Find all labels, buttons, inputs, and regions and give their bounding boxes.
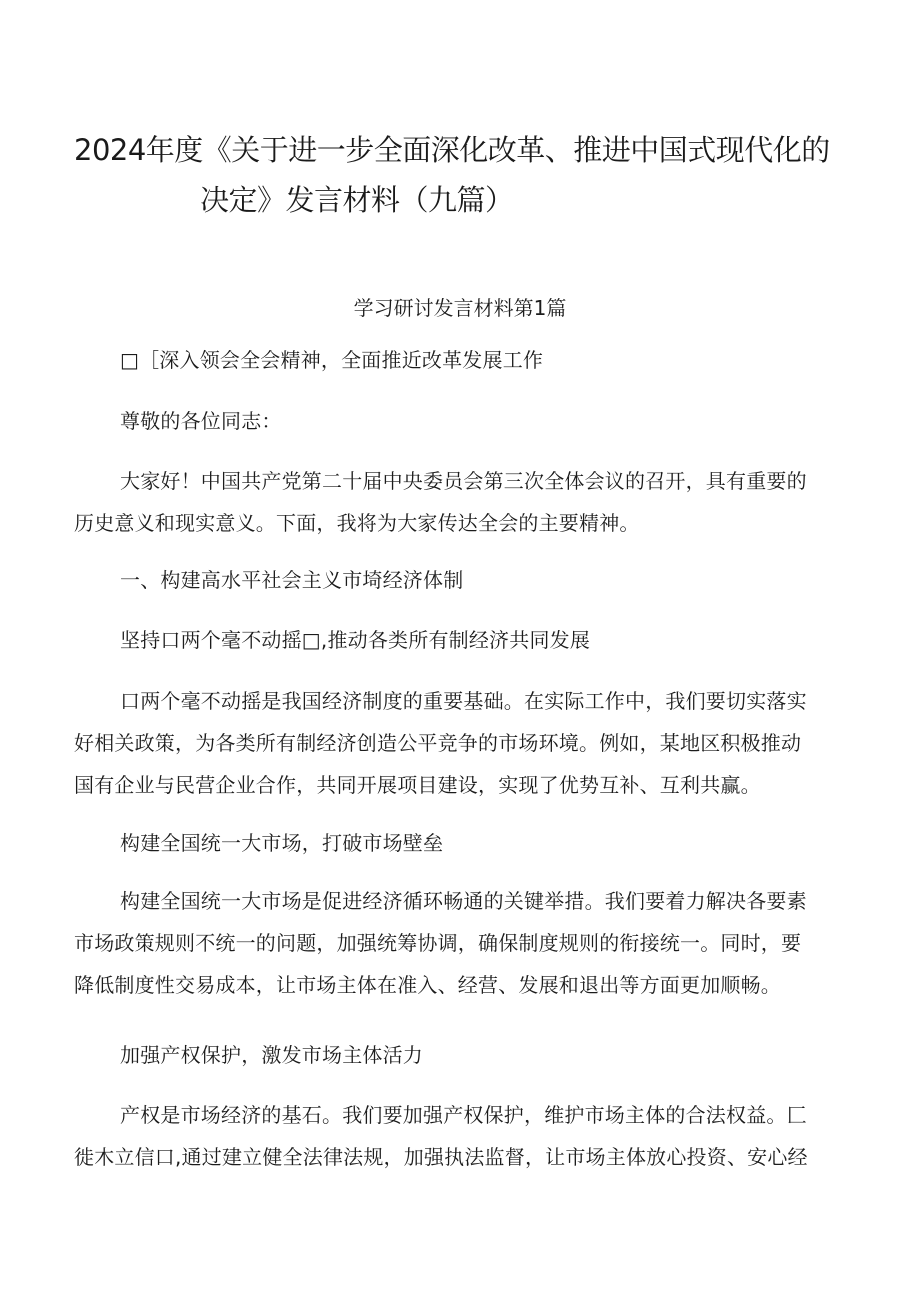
paragraph-1-line-2: 历史意义和现实意义。下面，我将为大家传达全会的主要精神。 (74, 511, 640, 535)
subheading-1: 坚持口两个毫不动摇□,推动各类所有制经济共同发展 (120, 628, 591, 652)
document-title-line-1: 2024年度《关于进一步全面深化改革、推进中国式现代化的 (74, 133, 830, 167)
paragraph-2-line-1: 口两个毫不动摇是我国经济制度的重要基础。在实际工作中，我们要切实落实 (120, 689, 807, 713)
paragraph-1-line-1: 大家好！中国共产党第二十届中央委员会第三次全体会议的召开，具有重要的 (120, 469, 807, 493)
paragraph-3-line-3: 降低制度性交易成本，让市场主体在准入、经营、发展和退出等方面更加顺畅。 (74, 973, 781, 997)
salutation: 尊敬的各位同志： (120, 409, 282, 433)
paragraph-2-line-3: 国有企业与民营企业合作，共同开展项目建设，实现了优势互补、互利共赢。 (74, 773, 761, 797)
speech-heading: □［深入领会全会精神，全面推近改革发展工作 (120, 348, 544, 372)
section-1-heading: 一、构建高水平社会主义市埼经济体制 (120, 568, 464, 592)
subheading-3: 加强产权保护，激发市场主体活力 (120, 1043, 423, 1067)
paragraph-4-line-2: 徙木立信口,通过建立健全法律法规，加强执法监督，让市场主体放心投资、安心经 (74, 1145, 808, 1169)
subheading-2: 构建全国统一大市场，打破市场壁垒 (120, 831, 444, 855)
paragraph-3-line-1: 构建全国统一大市场是促进经济循环畅通的关键举措。我们要着力解决各要素 (120, 889, 807, 913)
paragraph-2-line-2: 好相关政策，为各类所有制经济创造公平竞争的市场环境。例如，某地区积极推动 (74, 731, 802, 755)
section-title: 学习研讨发言材料第1篇 (353, 296, 567, 320)
document-title-line-2: 决定》发言材料（九篇） (200, 183, 514, 217)
paragraph-3-line-2: 市场政策规则不统一的问题，加强统筹协调，确保制度规则的衔接统一。同时，要 (74, 931, 802, 955)
paragraph-4-line-1: 产权是市场经济的基石。我们要加强产权保护，维护市场主体的合法权益。匚 (120, 1103, 807, 1127)
